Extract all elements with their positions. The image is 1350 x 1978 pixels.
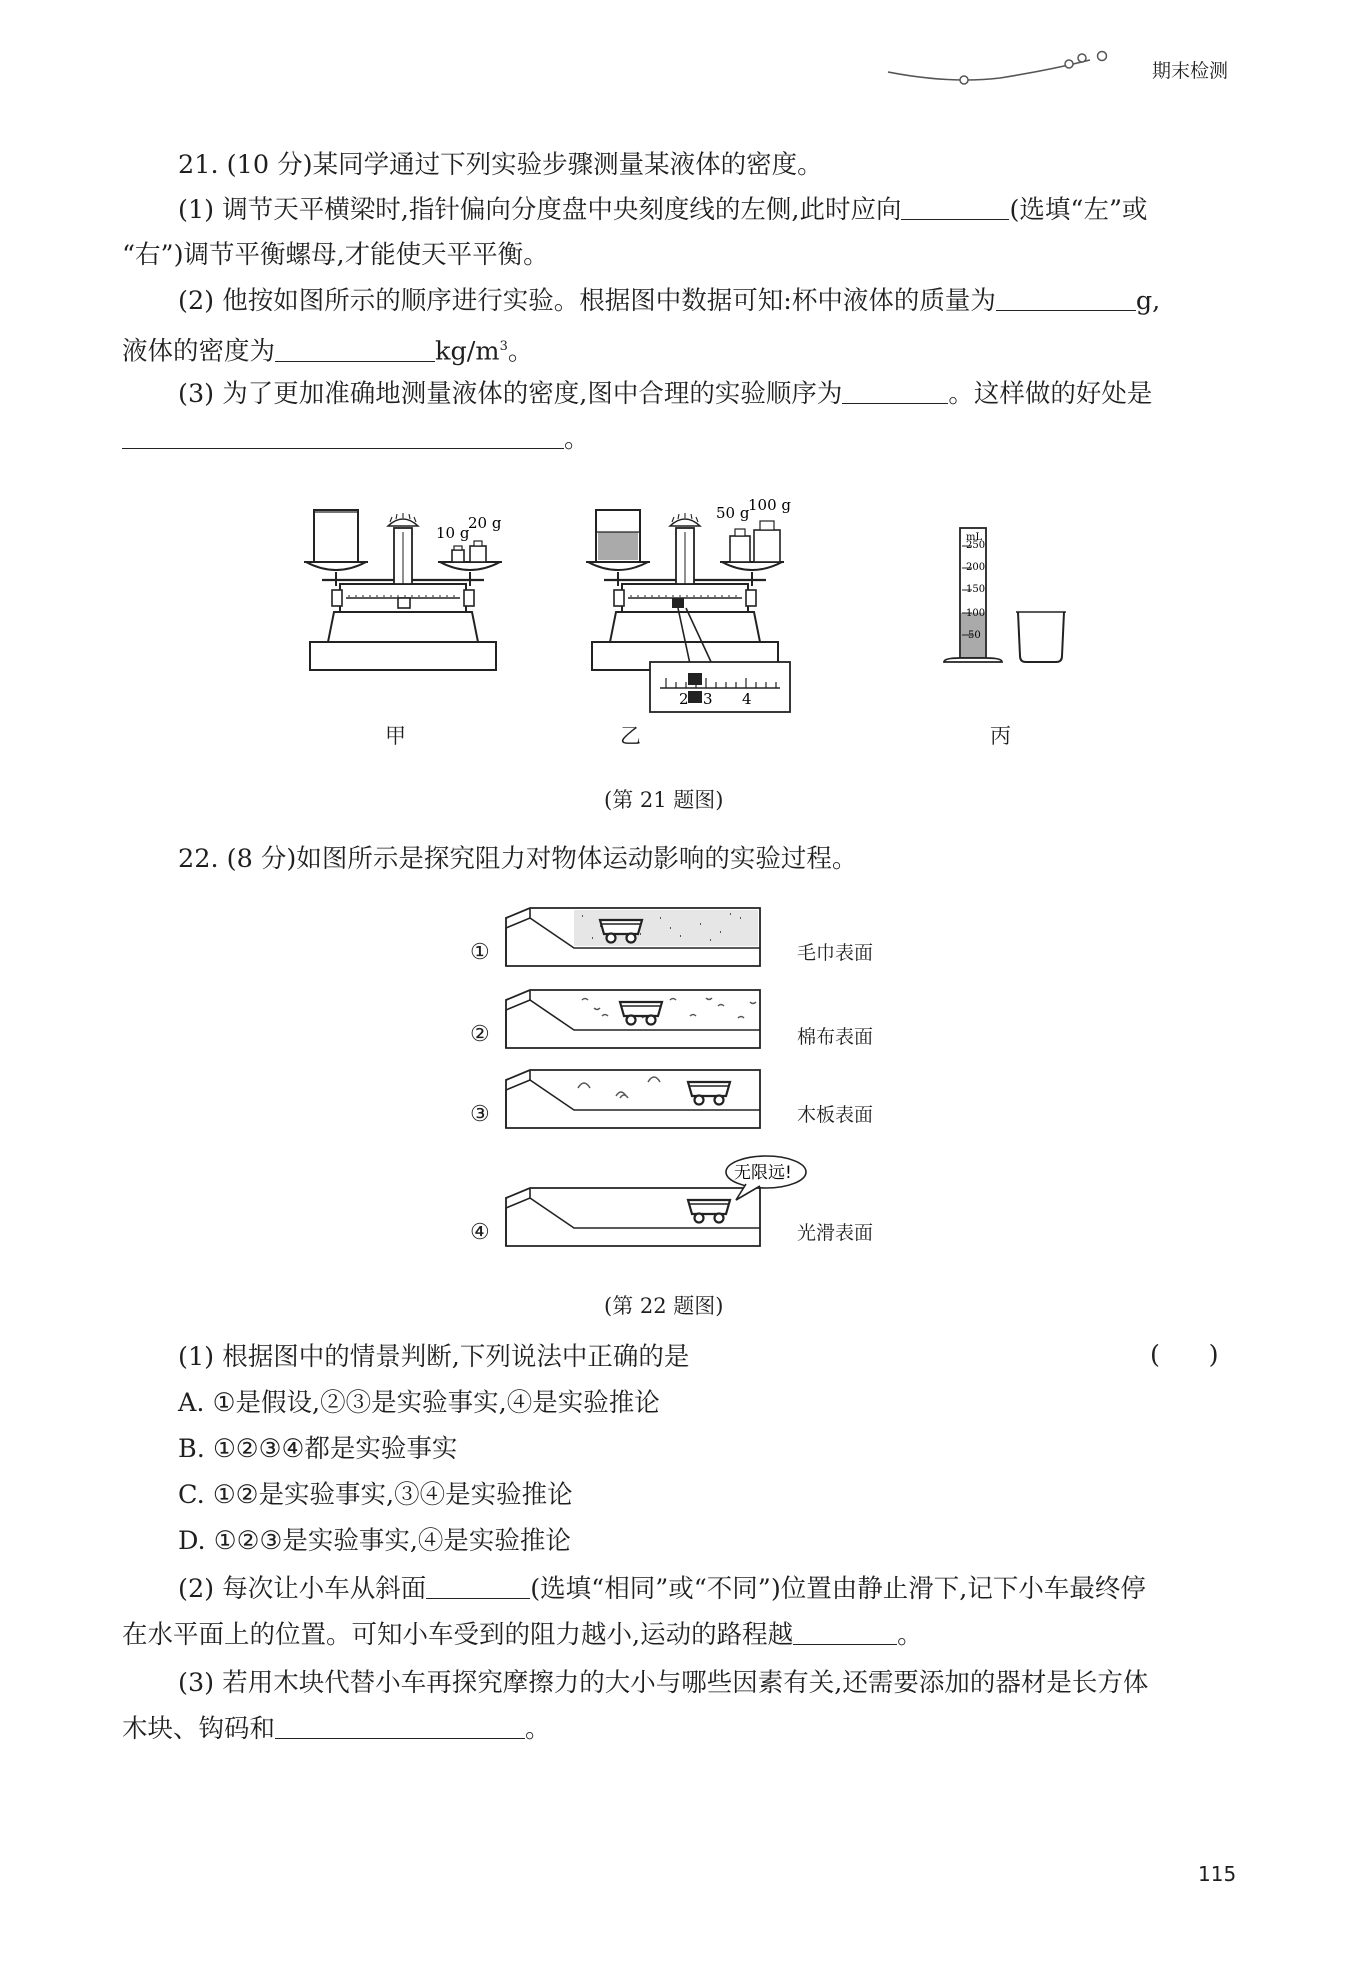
cylinder-tick-50: 50 xyxy=(968,630,981,641)
ramp-row-1-towel xyxy=(506,908,760,966)
answer-blank[interactable] xyxy=(426,1572,530,1599)
weight-label-50g: 50 g xyxy=(716,504,750,522)
balance-jia xyxy=(304,510,502,670)
balance-yi xyxy=(586,496,791,712)
q21-part1-line2: “右”)调节平衡螺母,才能使天平平衡。 xyxy=(122,240,549,270)
q22-option-b: B. ①②③④都是实验事实 xyxy=(178,1434,458,1464)
scale-number-3: 3 xyxy=(703,690,713,708)
q21-title: 21. (10 分)某同学通过下列实验步骤测量某液体的密度。 xyxy=(178,150,823,180)
q22-option-c: C. ①②是实验事实,③④是实验推论 xyxy=(178,1480,573,1510)
fig22-caption: (第 22 题图) xyxy=(604,1294,724,1318)
graduated-cylinder xyxy=(944,528,1002,662)
cylinder-tick-100: 100 xyxy=(966,608,986,619)
weight-label-100g: 100 g xyxy=(748,496,792,514)
q22-part3-line2: 木块、钩码和 。 xyxy=(122,1714,551,1744)
scale-number-4: 4 xyxy=(742,690,752,708)
ramp-row-4-smooth xyxy=(506,1188,760,1246)
q22-part2-line2: 在水平面上的位置。可知小车受到的阻力越小,运动的路程越 。 xyxy=(122,1620,923,1650)
section-title: 期末检测 xyxy=(1152,60,1229,82)
q21-part2-line2: 液体的密度为 $kg/m^3$。 xyxy=(122,336,534,367)
fig21-label-yi: 乙 xyxy=(620,724,641,748)
ramp-row-2-cotton xyxy=(506,990,760,1048)
ramp-row-3-wood xyxy=(506,1070,760,1128)
q22-option-d: D. ①②③是实验事实,④是实验推论 xyxy=(178,1526,571,1556)
cylinder-unit: mL xyxy=(966,532,983,543)
empty-beaker xyxy=(1016,612,1066,662)
weight-label-10g: 10 g xyxy=(436,524,470,542)
fig21-label-bing: 丙 xyxy=(990,724,1011,748)
cylinder-tick-150: 150 xyxy=(966,584,986,595)
q22-part3-line1: (3) 若用木块代替小车再探究摩擦力的大小与哪些因素有关,还需要添加的器材是长方体 xyxy=(178,1668,1149,1698)
q22-answer-paren[interactable]: ( ) xyxy=(1150,1340,1219,1370)
weight-label-20g: 20 g xyxy=(468,514,502,532)
q21-part3-line1: (3) 为了更加准确地测量液体的密度,图中合理的实验顺序为 。这样做的好处是 xyxy=(178,379,1153,409)
scale-zoom-inset xyxy=(650,662,790,712)
cylinder-tick-250: 250 xyxy=(966,540,986,551)
surface-label-cotton: 棉布表面 xyxy=(797,1026,874,1048)
scale-number-2: 2 xyxy=(679,690,689,708)
row-num-1: ① xyxy=(470,940,490,965)
q22-part2-line1: (2) 每次让小车从斜面 (选填“相同”或“不同”)位置由静止滑下,记下小车最终停 xyxy=(178,1574,1146,1604)
header-decoration xyxy=(880,48,1140,90)
answer-blank[interactable] xyxy=(996,284,1136,311)
row-num-2: ② xyxy=(470,1022,490,1047)
answer-blank[interactable] xyxy=(122,422,564,449)
answer-blank[interactable] xyxy=(275,335,435,362)
bubble-text: 无限远! xyxy=(734,1163,792,1183)
fig21-label-jia: 甲 xyxy=(385,724,406,748)
answer-blank[interactable] xyxy=(842,377,948,404)
q22-option-a: A. ①是假设,②③是实验事实,④是实验推论 xyxy=(178,1388,660,1418)
fig21-caption: (第 21 题图) xyxy=(604,788,724,812)
cylinder-tick-200: 200 xyxy=(966,562,986,573)
q22-title: 22. (8 分)如图所示是探究阻力对物体运动影响的实验过程。 xyxy=(178,844,858,874)
surface-label-smooth: 光滑表面 xyxy=(797,1222,874,1244)
q21-part2-line1: (2) 他按如图所示的顺序进行实验。根据图中数据可知:杯中液体的质量为 g, xyxy=(178,286,1161,316)
surface-label-wood: 木板表面 xyxy=(797,1104,874,1126)
q22-part1: (1) 根据图中的情景判断,下列说法中正确的是 xyxy=(178,1342,690,1372)
answer-blank[interactable] xyxy=(275,1712,525,1739)
page-number: 115 xyxy=(1198,1862,1237,1886)
answer-blank[interactable] xyxy=(793,1618,897,1645)
answer-blank[interactable] xyxy=(901,193,1009,220)
surface-label-towel: 毛巾表面 xyxy=(797,942,874,964)
row-num-3: ③ xyxy=(470,1102,490,1127)
q21-part3-line2: 。 xyxy=(122,422,590,456)
q21-part1-line1: (1) 调节天平横梁时,指针偏向分度盘中央刻度线的左侧,此时应向 (选填“左”或 xyxy=(178,195,1148,225)
row-num-4: ④ xyxy=(470,1220,490,1245)
